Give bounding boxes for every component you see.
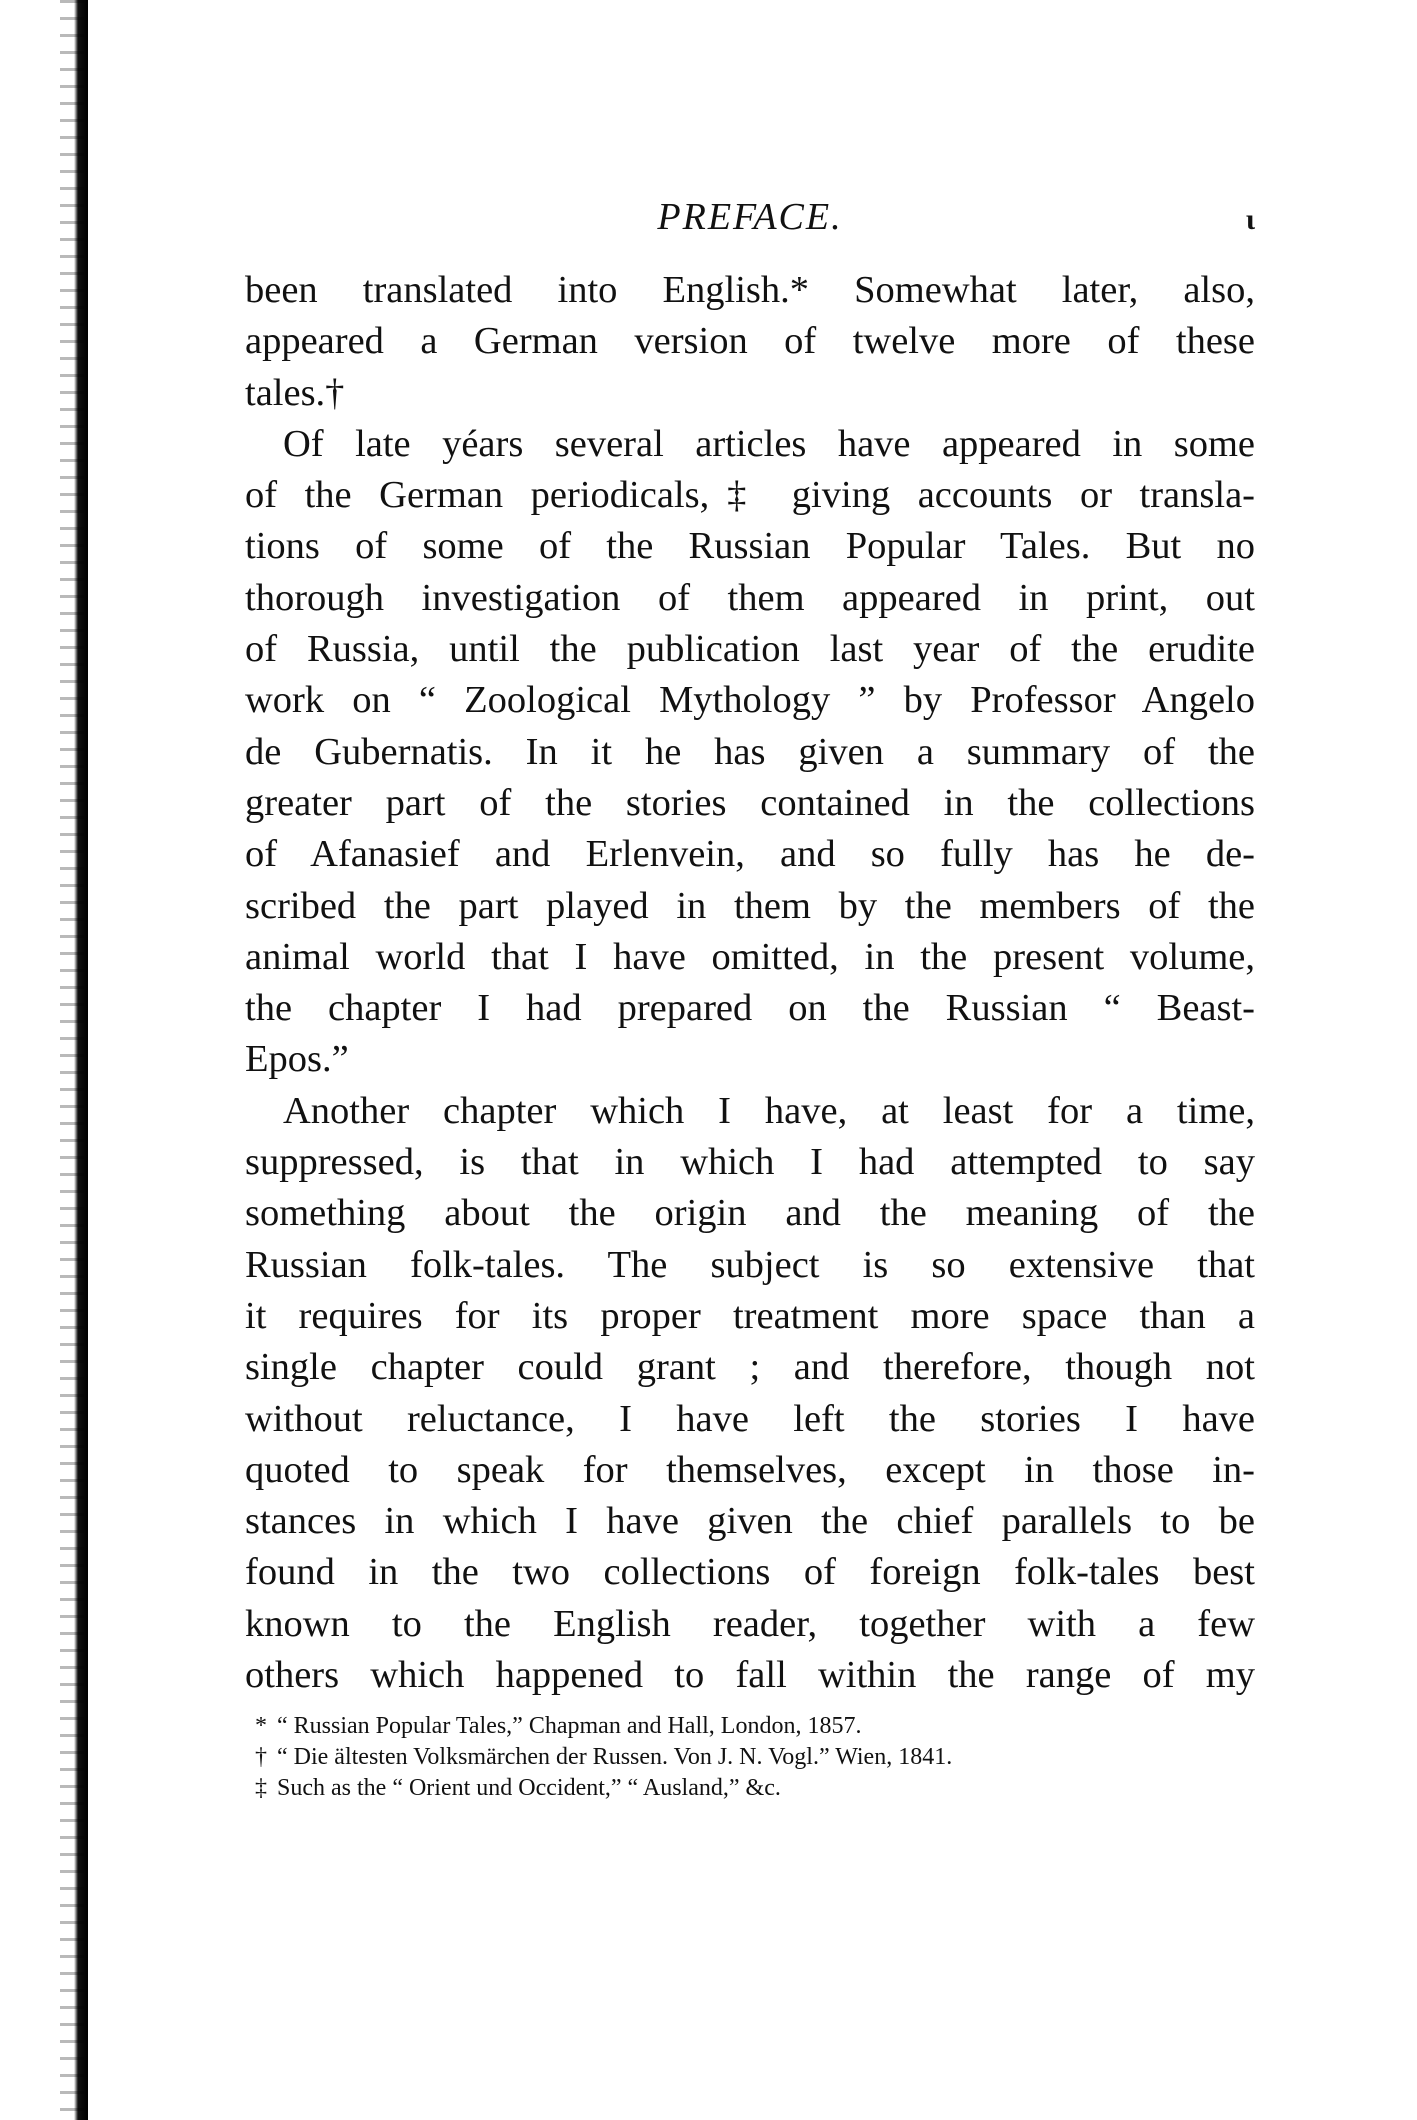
text-line: greater part of the stories contained in the collections bbox=[245, 781, 1255, 824]
footnote bbox=[245, 1742, 1255, 1773]
text-line: Epos.” bbox=[245, 1038, 349, 1081]
book-page bbox=[245, 195, 1255, 1804]
text-line: Of late yéars several articles have appeared in some bbox=[283, 422, 1255, 465]
text-line: de Gubernatis. In it he has given a summary of the bbox=[245, 730, 1255, 773]
footnote-mark: ‡ bbox=[255, 1775, 267, 1802]
footnotes bbox=[245, 1711, 1255, 1804]
text-line: others which happened to fall within the range of my bbox=[245, 1654, 1255, 1697]
text-line: Another chapter which I have, at least for a time, bbox=[283, 1089, 1255, 1132]
text-line: tions of some of the Russian Popular Tales. But no bbox=[245, 525, 1255, 568]
text-line: stances in which I have given the chief parallels to be bbox=[245, 1500, 1255, 1543]
text-line: of Russia, until the publication last year of the erudite bbox=[245, 628, 1255, 671]
text-line: thorough investigation of them appeared in print, out bbox=[245, 576, 1255, 619]
text-line: animal world that I have omitted, in the present volume, bbox=[245, 935, 1255, 978]
text-line: the chapter I had prepared on the Russian “ Beast- bbox=[245, 987, 1255, 1030]
text-line: work on “ Zoological Mythology ” by Professor Angelo bbox=[245, 679, 1255, 722]
footnote bbox=[245, 1711, 1255, 1742]
text-line: suppressed, is that in which I had attempted to say bbox=[245, 1141, 1255, 1184]
running-head bbox=[245, 195, 1255, 255]
footnote-mark: * bbox=[255, 1713, 267, 1740]
running-title: PREFACE. bbox=[657, 196, 843, 238]
text-line: appeared a German version of twelve more of these bbox=[245, 320, 1255, 363]
text-line: of Afanasief and Erlenvein, and so fully has he de- bbox=[245, 833, 1255, 876]
footnote-mark: † bbox=[255, 1744, 267, 1771]
page-mark: ɩ bbox=[1245, 203, 1255, 236]
text-line: found in the two collections of foreign folk-tales best bbox=[245, 1551, 1255, 1594]
text-line: been translated into English.* Somewhat later, also, bbox=[245, 269, 1255, 311]
body-text bbox=[245, 265, 1255, 1701]
text-line: it requires for its proper treatment more space than a bbox=[245, 1294, 1255, 1337]
text-line: without reluctance, I have left the stories I have bbox=[245, 1397, 1255, 1440]
footnote-text: Such as the “ Orient und Occident,” “ Ausland,” &c. bbox=[277, 1775, 781, 1802]
text-line: something about the origin and the meaning of the bbox=[245, 1192, 1255, 1235]
footnote bbox=[245, 1773, 1255, 1804]
footnote-text: “ Die ältesten Volksmärchen der Russen. Von J. N. Vogl.” Wien, 1841. bbox=[277, 1744, 953, 1771]
text-line: scribed the part played in them by the members of the bbox=[245, 884, 1255, 927]
text-line: single chapter could grant ; and therefore, though not bbox=[245, 1346, 1255, 1389]
text-line: known to the English reader, together with a few bbox=[245, 1602, 1255, 1645]
footnote-text: “ Russian Popular Tales,” Chapman and Hall, London, 1857. bbox=[277, 1713, 862, 1740]
text-line: tales.† bbox=[245, 371, 345, 414]
text-line: Russian folk-tales. The subject is so extensive that bbox=[245, 1243, 1255, 1286]
page-edge-texture bbox=[60, 0, 84, 2120]
text-line: of the German periodicals,‡ giving accounts or transla- bbox=[245, 474, 1255, 517]
text-line: quoted to speak for themselves, except in those in- bbox=[245, 1448, 1255, 1491]
